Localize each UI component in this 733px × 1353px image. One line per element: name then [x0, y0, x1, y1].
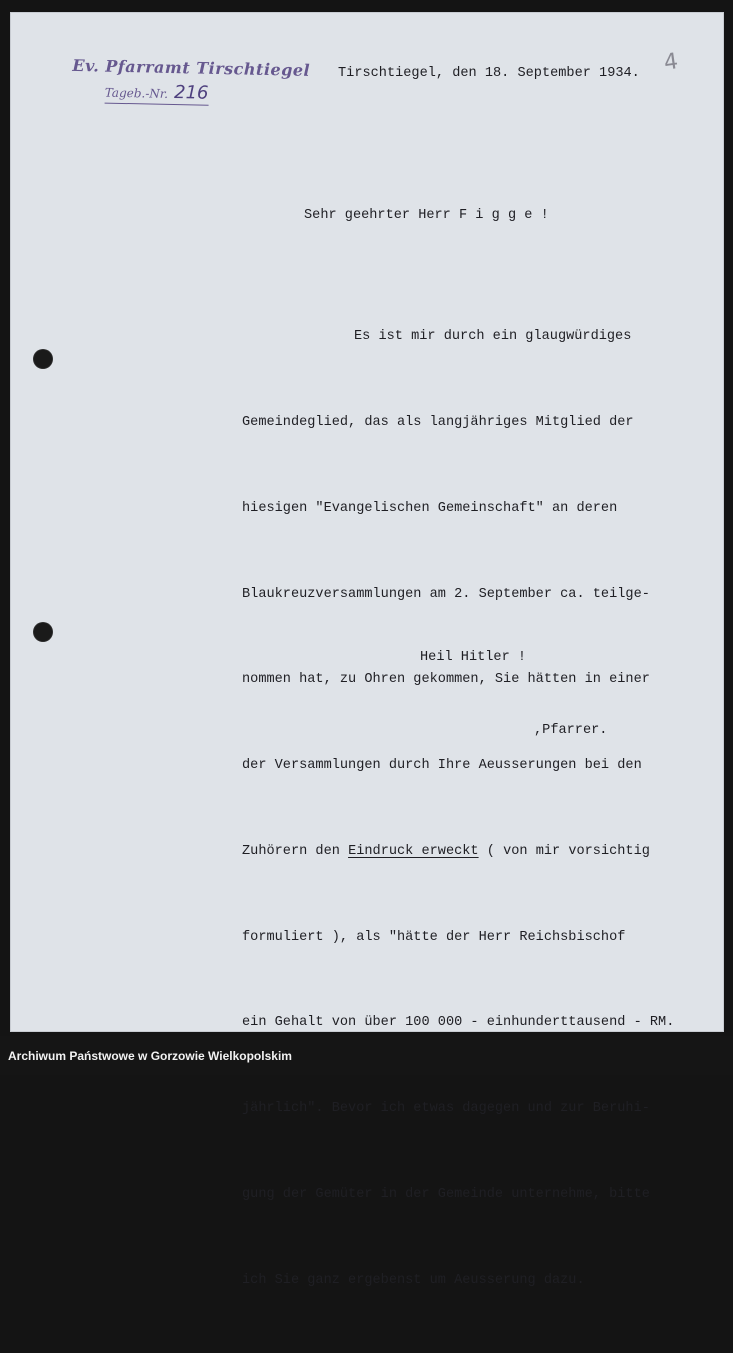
signature-title: ,Pfarrer.	[534, 723, 608, 738]
salutation: Sehr geehrter Herr F i g g e !	[304, 208, 549, 223]
body-line-5: nommen hat, zu Ohren gekommen, Sie hätten in einer	[242, 672, 650, 688]
stamp-register	[105, 81, 209, 106]
body-line-11: gung der Gemüter in der Gemeinde unternehme, bitte	[242, 1187, 650, 1202]
underlined-phrase: Eindruck erweckt	[348, 843, 479, 859]
body-line-4: Blaukreuzversammlungen am 2. September ca. teilge-	[242, 586, 650, 602]
body-line-6: der Versammlungen durch Ihre Aeusserungen bei den	[242, 758, 642, 774]
body-line-8: formuliert ), als "hätte der Herr Reichsbischof	[242, 929, 626, 945]
punch-hole-upper	[34, 350, 52, 368]
body-line-1: Es ist mir durch ein glaugwürdiges	[354, 329, 632, 345]
body-line-2: Gemeindeglied, das als langjähriges Mitglied der	[242, 414, 634, 430]
archive-footer	[0, 1036, 733, 1075]
punch-hole-lower	[34, 623, 52, 641]
body-line-7-end: ( von mir vorsichtig	[478, 843, 650, 859]
stamp-register-label: Tageb.-Nr.	[104, 85, 169, 101]
letter-body	[242, 266, 674, 1353]
closing: Heil Hitler !	[420, 650, 527, 665]
body-line-7-start: Zuhörern den	[242, 843, 349, 859]
place-date: Tirschtiegel, den 18. September 1934.	[338, 66, 640, 81]
parish-stamp	[71, 55, 311, 112]
archive-name: Archiwum Państwowe w Gorzowie Wielkopolskim	[8, 1049, 292, 1063]
body-line-3: hiesigen "Evangelischen Gemeinschaft" an deren	[242, 500, 618, 516]
body-line-9: ein Gehalt von über 100 000 - einhunderttausend - RM.	[242, 1015, 675, 1031]
stamp-title: Ev. Pfarramt Tirschtiegel	[72, 55, 311, 80]
stamp-register-number: 216	[173, 82, 209, 104]
body-line-12: ich Sie ganz ergebenst um Aeusserung dazu.	[242, 1272, 585, 1288]
body-line-10: jährlich". Bevor ich etwas dagegen und zur Beruhi-	[242, 1101, 650, 1117]
handwritten-page-number: 4	[662, 49, 680, 76]
body-line-7	[242, 838, 674, 867]
